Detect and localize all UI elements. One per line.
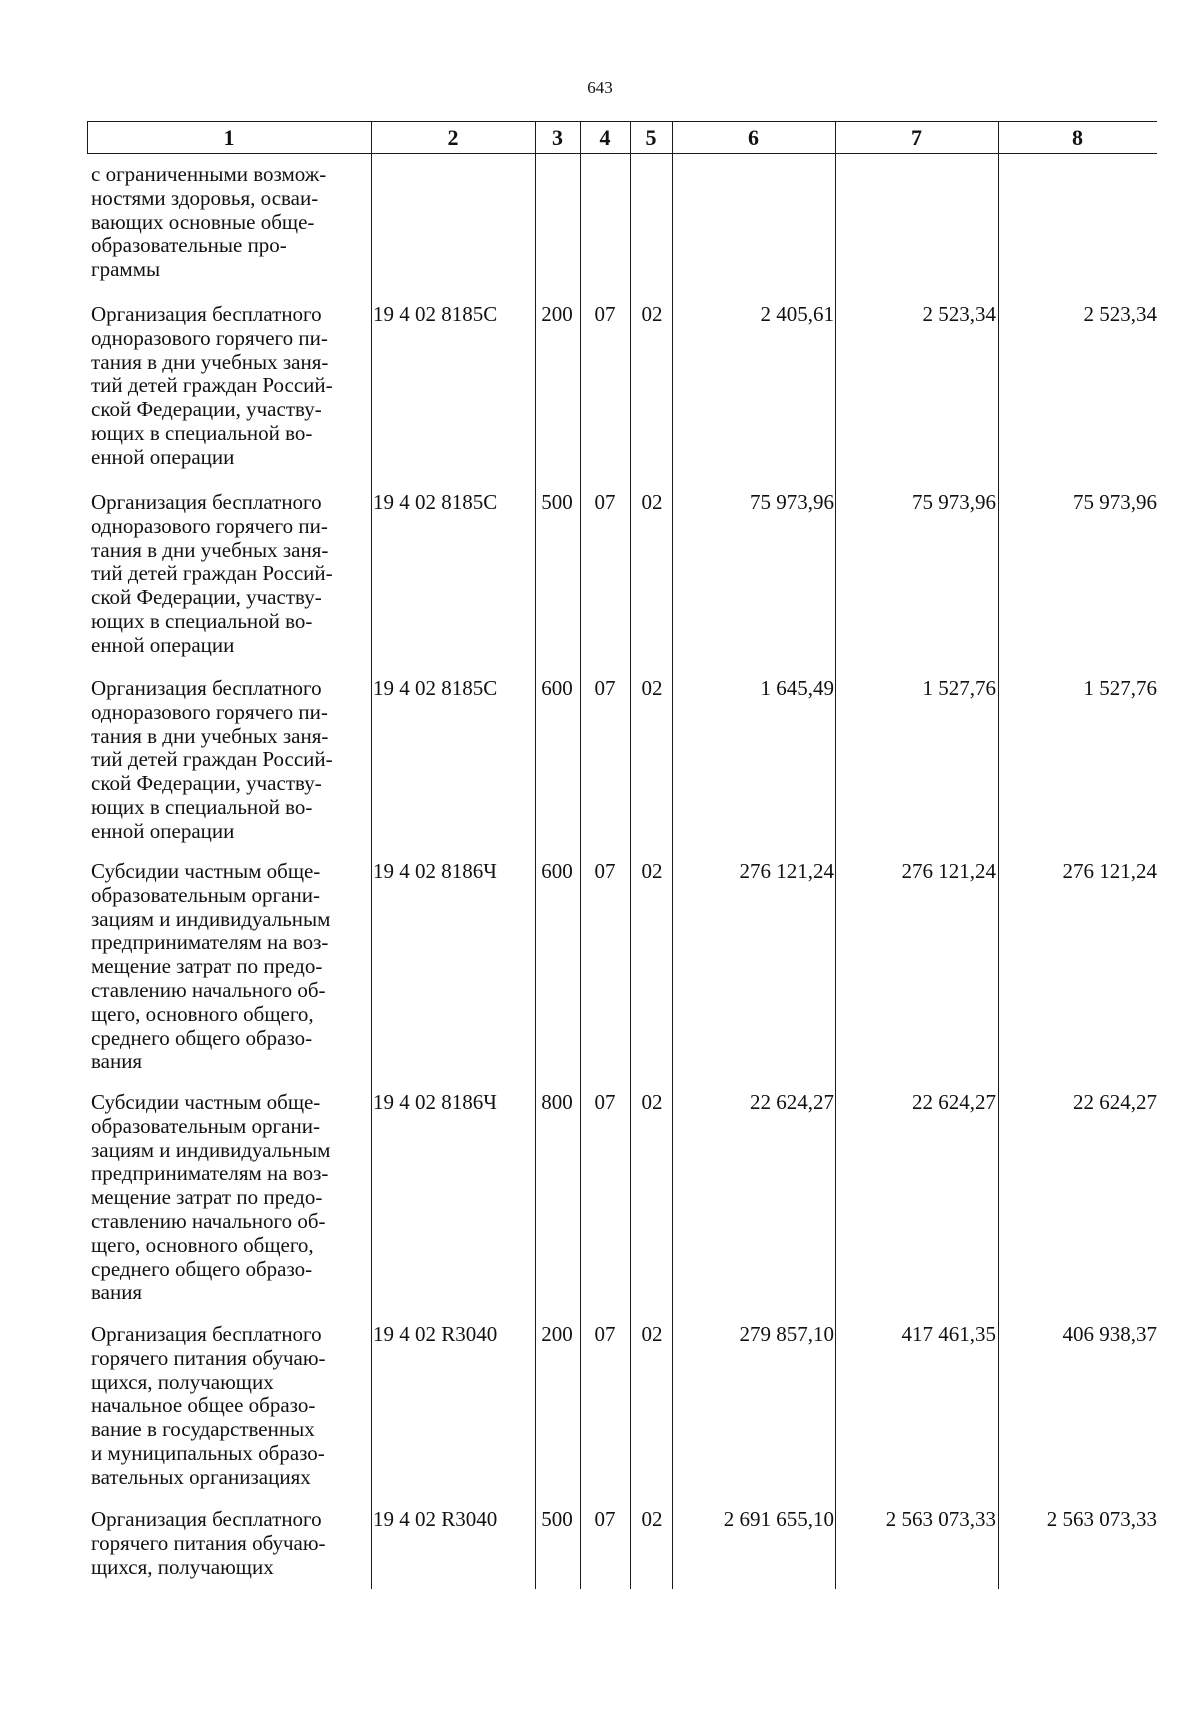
target-article-code: 19 4 02 R3040 (373, 1507, 498, 1531)
table-top-rule (87, 121, 1157, 122)
amount-column-8: 1 527,76 (1083, 676, 1157, 700)
column-header-4: 4 (599, 125, 611, 150)
amount-column-8: 406 938,37 (1062, 1322, 1157, 1346)
subsection-code: 02 (641, 490, 663, 514)
section-code: 07 (594, 1507, 616, 1531)
subsection-code: 02 (641, 1090, 663, 1114)
column-separator-1-2 (371, 121, 372, 1589)
section-code: 07 (594, 859, 616, 883)
target-article-code: 19 4 02 8185С (373, 490, 498, 514)
amount-column-7: 2 523,34 (922, 302, 996, 326)
section-code: 07 (594, 676, 616, 700)
target-article-code: 19 4 02 R3040 (373, 1322, 498, 1346)
amount-column-7: 75 973,96 (912, 490, 996, 514)
section-code: 07 (594, 490, 616, 514)
amount-column-6: 22 624,27 (750, 1090, 834, 1114)
expense-name: с ограниченными возмож- ностями здоровья, осваи- вающих основные обще- образовательные про- граммы (91, 162, 327, 282)
amount-column-6: 276 121,24 (739, 859, 834, 883)
page-number: 643 (587, 78, 613, 97)
header-bottom-rule (87, 153, 1157, 154)
column-header-7: 7 (911, 125, 922, 150)
expense-type-code: 500 (541, 1507, 573, 1531)
column-header-3: 3 (552, 125, 563, 150)
expense-type-code: 600 (541, 859, 573, 883)
column-separator-7-8 (998, 121, 999, 1589)
column-separator-6-7 (835, 121, 836, 1589)
column-separator-2-3 (535, 121, 536, 1589)
column-header-5: 5 (645, 125, 657, 150)
subsection-code: 02 (641, 676, 663, 700)
amount-column-8: 22 624,27 (1073, 1090, 1157, 1114)
column-header-1: 1 (223, 125, 235, 150)
target-article-code: 19 4 02 8186Ч (373, 859, 497, 883)
amount-column-6: 75 973,96 (750, 490, 834, 514)
column-header-6: 6 (748, 125, 759, 150)
column-separator-3-4 (580, 121, 581, 1589)
target-article-code: 19 4 02 8185С (373, 302, 498, 326)
expense-type-code: 200 (541, 1322, 573, 1346)
amount-column-6: 2 405,61 (760, 302, 834, 326)
target-article-code: 19 4 02 8185С (373, 676, 498, 700)
expense-type-code: 600 (541, 676, 573, 700)
amount-column-8: 2 523,34 (1083, 302, 1157, 326)
expense-type-code: 200 (541, 302, 573, 326)
amount-column-7: 22 624,27 (912, 1090, 996, 1114)
expense-name: Организация бесплатного горячего питания обучаю- щихся, получающих (91, 1507, 326, 1579)
expense-type-code: 500 (541, 490, 573, 514)
amount-column-6: 2 691 655,10 (723, 1507, 834, 1531)
column-header-2: 2 (447, 125, 459, 150)
section-code: 07 (594, 1090, 616, 1114)
amount-column-8: 75 973,96 (1073, 490, 1157, 514)
amount-column-8: 2 563 073,33 (1046, 1507, 1157, 1531)
column-separator-4-5 (630, 121, 631, 1589)
expense-name: Организация бесплатного одноразового горячего пи- тания в дни учебных заня- тий детей граждан Россий- ской Федерации, участву- ющих в специальной во- енной операции (91, 676, 333, 843)
subsection-code: 02 (641, 859, 663, 883)
amount-column-6: 1 645,49 (760, 676, 834, 700)
amount-column-7: 417 461,35 (901, 1322, 996, 1346)
subsection-code: 02 (641, 1322, 663, 1346)
expense-name: Организация бесплатного одноразового горячего пи- тания в дни учебных заня- тий детей граждан Россий- ской Федерации, участву- ющих в специальной во- енной операции (91, 490, 333, 657)
subsection-code: 02 (641, 1507, 663, 1531)
expense-name: Организация бесплатного горячего питания обучаю- щихся, получающих начальное общее образо- вание в государственных и муниципальных образо- вательных организациях (91, 1322, 326, 1489)
expense-name: Субсидии частным обще- образовательным органи- зациям и индивидуальным предпринимателям на воз- мещение затрат по предо- ставлению начального об- щего, основного общего, среднего общего образо- вания (91, 1090, 331, 1305)
column-separator-5-6 (672, 121, 673, 1589)
amount-column-7: 1 527,76 (922, 676, 996, 700)
target-article-code: 19 4 02 8186Ч (373, 1090, 497, 1114)
expense-type-code: 800 (541, 1090, 573, 1114)
expense-name: Организация бесплатного одноразового горячего пи- тания в дни учебных заня- тий детей граждан Россий- ской Федерации, участву- ющих в специальной во- енной операции (91, 302, 333, 469)
amount-column-7: 2 563 073,33 (885, 1507, 996, 1531)
column-header-8: 8 (1072, 125, 1083, 150)
expense-name: Субсидии частным обще- образовательным органи- зациям и индивидуальным предпринимателям на воз- мещение затрат по предо- ставлению начального об- щего, основного общего, среднего общего образо- вания (91, 859, 331, 1074)
section-code: 07 (594, 302, 616, 326)
amount-column-8: 276 121,24 (1062, 859, 1157, 883)
amount-column-7: 276 121,24 (901, 859, 996, 883)
subsection-code: 02 (641, 302, 663, 326)
section-code: 07 (594, 1322, 616, 1346)
amount-column-6: 279 857,10 (739, 1322, 834, 1346)
